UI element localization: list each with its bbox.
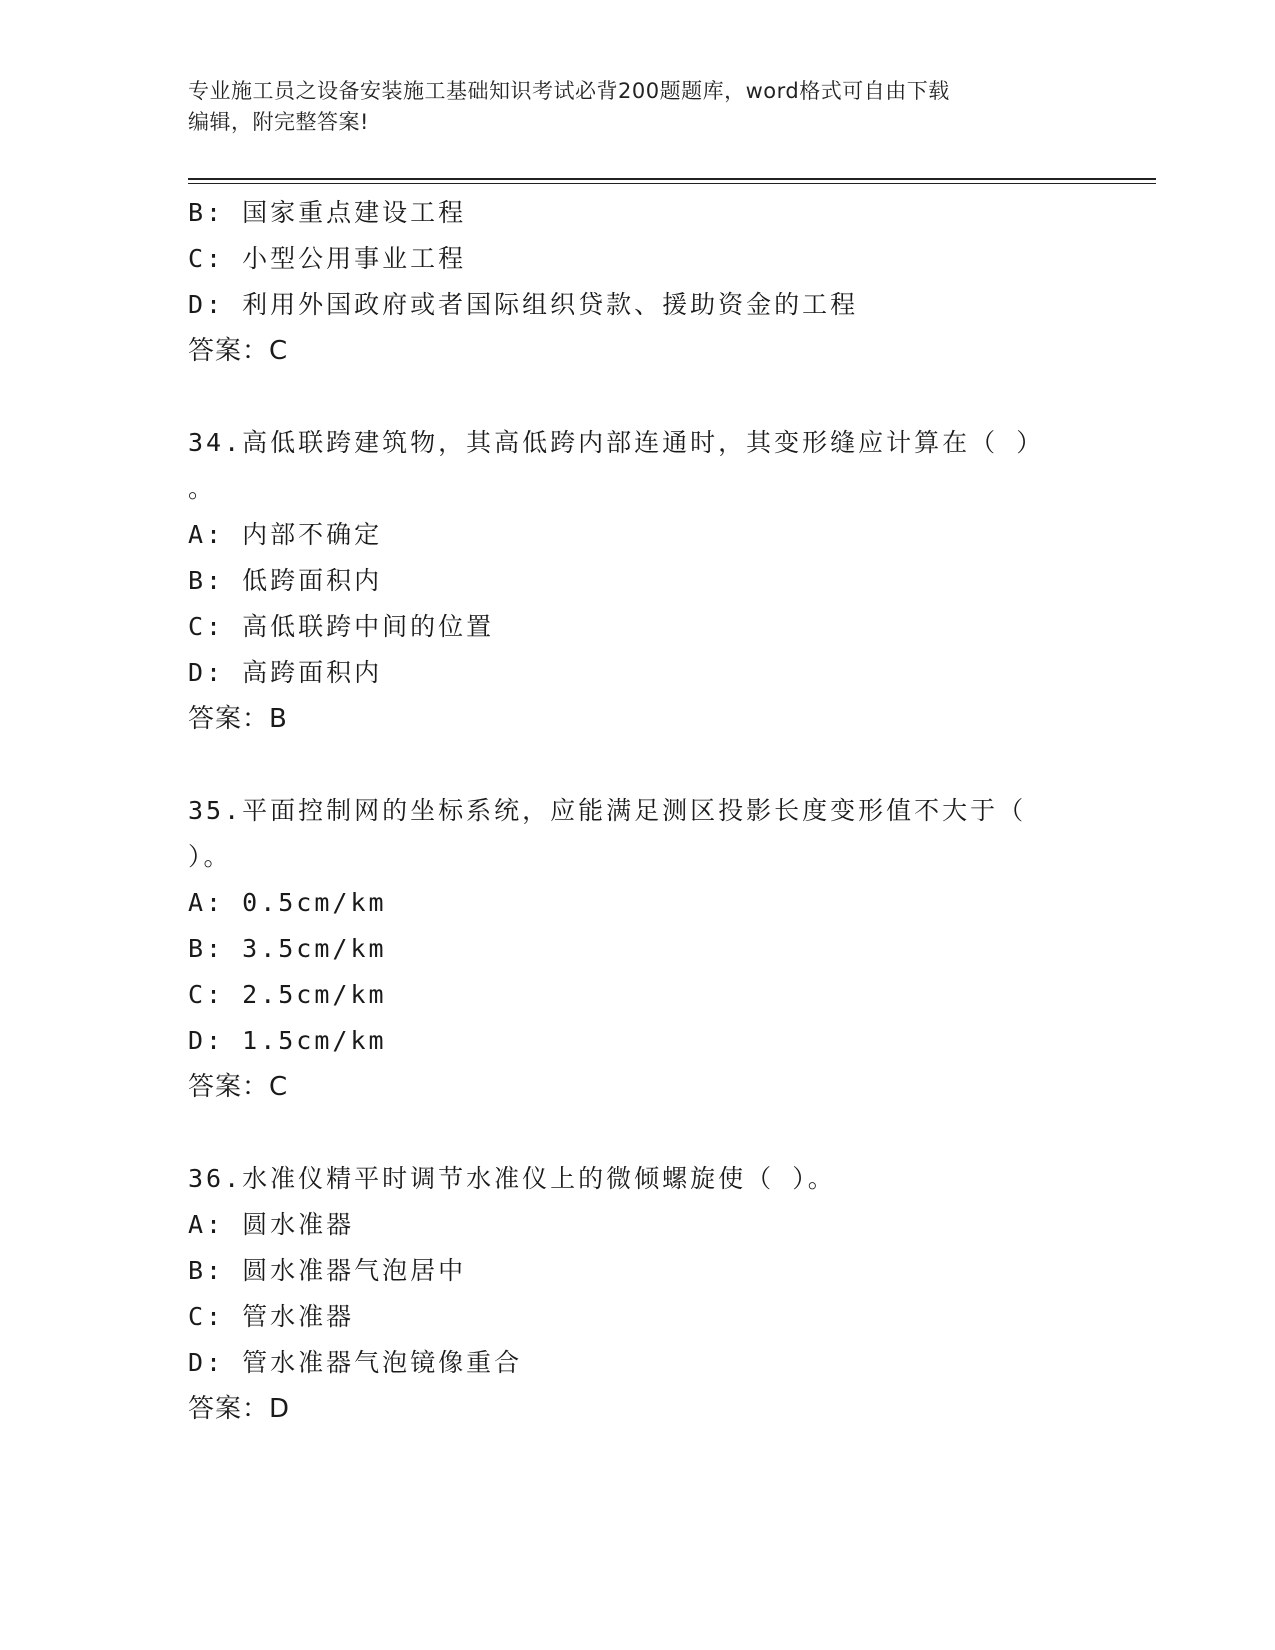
spacer: [188, 742, 1088, 788]
document-header: [188, 76, 1088, 138]
header-rule-thin: [188, 183, 1156, 184]
option-c: C: 高低联跨中间的位置: [188, 612, 495, 641]
option-b: B: 低跨面积内: [188, 566, 383, 595]
question-34: [188, 420, 1088, 742]
spacer: [188, 1110, 1088, 1156]
option-a: A: 内部不确定: [188, 520, 383, 549]
question-text-continued: 。: [188, 474, 217, 503]
question-36: [188, 1156, 1088, 1432]
question-text-continued: ）。: [188, 842, 232, 871]
spacer: [188, 374, 1088, 420]
header-rule-thick: [188, 178, 1156, 180]
option-c: C: 管水准器: [188, 1302, 355, 1331]
answer: 答案：C: [188, 336, 289, 366]
answer: 答案：C: [188, 1072, 289, 1102]
option-d: D: 管水准器气泡镜像重合: [188, 1348, 523, 1377]
option-d: D: 1.5cm/km: [188, 1026, 387, 1055]
option-b: B: 国家重点建设工程: [188, 198, 467, 227]
question-text: 36.水准仪精平时调节水准仪上的微倾螺旋使（ ）。: [188, 1164, 836, 1193]
answer: 答案：B: [188, 704, 288, 734]
header-title-line-2: 编辑，附完整答案!: [188, 110, 369, 134]
question-text: 35.平面控制网的坐标系统，应能满足测区投影长度变形值不大于（: [188, 796, 1027, 825]
option-b: B: 圆水准器气泡居中: [188, 1256, 467, 1285]
option-d: D: 高跨面积内: [188, 658, 383, 687]
document-body: [188, 190, 1088, 1432]
option-d: D: 利用外国政府或者国际组织贷款、援助资金的工程: [188, 290, 859, 319]
option-c: C: 2.5cm/km: [188, 980, 387, 1009]
answer: 答案：D: [188, 1394, 291, 1424]
question-text: 34.高低联跨建筑物，其高低跨内部连通时，其变形缝应计算在（ ）: [188, 428, 1045, 457]
option-c: C: 小型公用事业工程: [188, 244, 467, 273]
option-a: A: 圆水准器: [188, 1210, 355, 1239]
option-a: A: 0.5cm/km: [188, 888, 387, 917]
question-33-continued: [188, 190, 1088, 374]
header-title-line-1: 专业施工员之设备安装施工基础知识考试必背200题题库，word格式可自由下载: [188, 79, 950, 103]
question-35: [188, 788, 1088, 1110]
option-b: B: 3.5cm/km: [188, 934, 387, 963]
